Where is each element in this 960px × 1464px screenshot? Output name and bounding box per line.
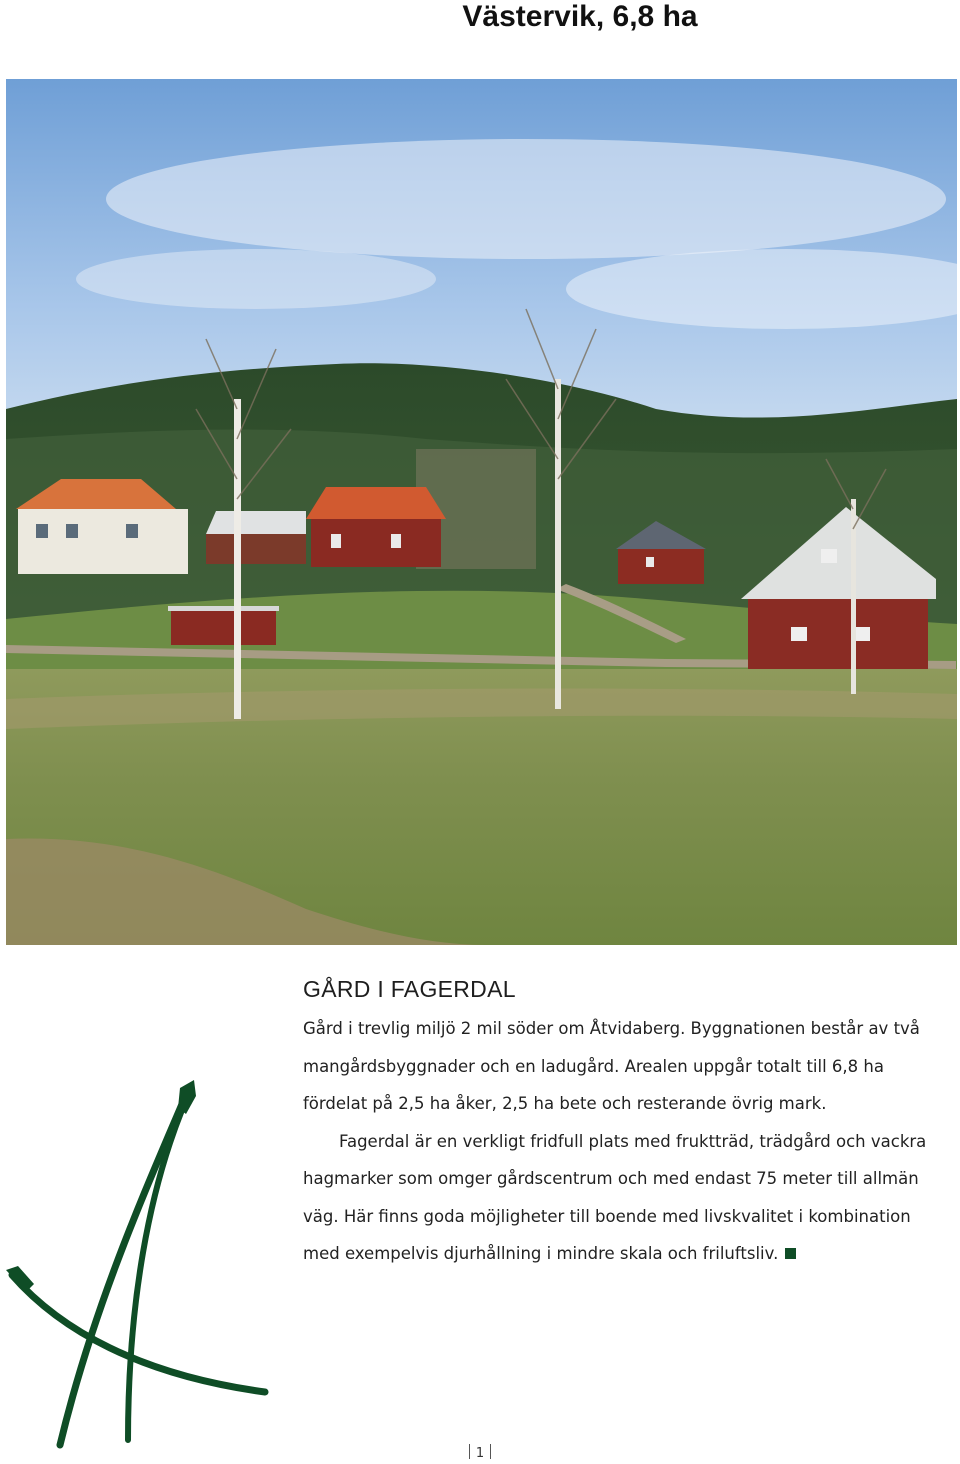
paragraph-description	[303, 1123, 933, 1273]
page-title: Västervik, 6,8 ha	[462, 0, 698, 33]
page-number-divider-left	[469, 1444, 470, 1459]
paragraph-description-text: Fagerdal är en verkligt fridfull plats med fruktträd, trädgård och vackra hagmarker som omger gårdscentrum och med endast 75 meter till allmän väg. Här finns goda möjligheter till boende med livskvalitet i kombination med exempelvis djurhållning i mindre skala och friluftsliv.	[303, 1131, 927, 1263]
article	[303, 974, 933, 1273]
section-heading: GÅRD I FAGERDAL	[303, 976, 516, 1002]
page-number	[0, 1444, 960, 1461]
farm-landscape-photo	[6, 79, 957, 945]
page-number-divider-right	[490, 1444, 491, 1459]
end-square-icon	[785, 1248, 796, 1259]
brand-logo-icon	[0, 1070, 280, 1460]
page-number-value: 1	[475, 1446, 485, 1461]
paragraph-intro: Gård i trevlig miljö 2 mil söder om Åtvidaberg. Byggnationen består av två mangårdsbyggnader och en ladugård. Arealen uppgår totalt till 6,8 ha fördelat på 2,5 ha åker, 2,5 ha bete och resterande övrig mark.	[303, 1019, 920, 1113]
